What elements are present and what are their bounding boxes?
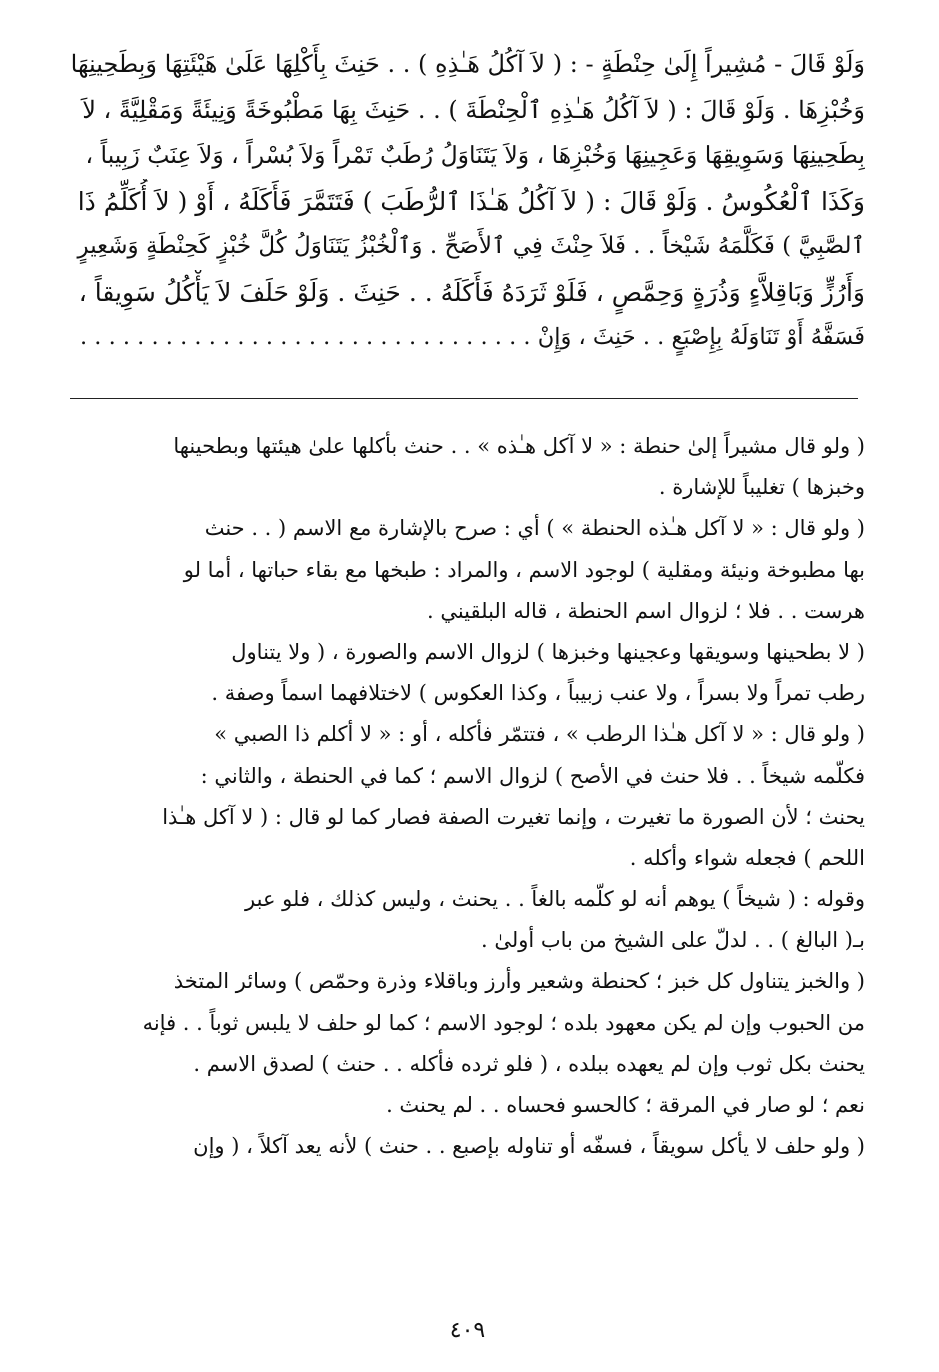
commentary-line: وخبزها ) تغليباً للإشارة .: [658, 475, 865, 500]
commentary-line: رطب تمراً ولا بسراً ، ولا عنب زبيباً ، وكذا العكوس ) لاختلافهما اسماً وصفة .: [211, 681, 865, 706]
commentary-line: ( لا بطحينها وسويقها وعجينها وخبزها ) لزوال الاسم والصورة ، ( ولا يتناول: [231, 639, 865, 664]
matn-line: وَأَرُزٍّ وَبَاقِلاَّءٍ وَذُرَةٍ وَحِمَّصٍ ، فَلَوْ ثَرَدَهُ فَأَكَلَهُ . . حَنِثَ . وَلَوْ حَلَفَ لاَ يَأْكُلُ سَوِيقاً ،: [78, 277, 865, 307]
matn-line: وَلَوْ قَالَ - مُشِيراً إِلَىٰ حِنْطَةٍ - : ( لاَ آكُلُ هَـٰذِهِ ) . . حَنِثَ بِأَكْلِهَا عَلَىٰ هَيْئَتِهَا وَبِطَحِينِهَا: [70, 50, 865, 78]
page-number: ٤٠٩: [449, 1318, 486, 1343]
commentary-line: وقوله : ( شيخاً ) يوهم أنه لو كلّمه بالغاً . . يحنث ، وليس كذلك ، فلو عبر: [245, 887, 865, 912]
matn-text-block: [70, 42, 865, 361]
commentary-line: ( ولو قال : « لا آكل هـٰذا الرطب » ، فتتمّر فأكله ، أو : « لا أكلم ذا الصبي »: [214, 722, 865, 747]
commentary-line: يحنث ؛ لأن الصورة ما تغيرت ، وإنما تغيرت الصفة فصار كما لو قال : ( لا آكل هـٰذا: [162, 804, 865, 829]
commentary-line: ( ولو قال : « لا آكل هـٰذه الحنطة » ) أي : صرح بالإشارة مع الاسم ( . . حنث: [204, 516, 865, 541]
commentary-line: نعم ؛ لو صار في المرقة ؛ كالحسو فحساه . . لم يحنث .: [386, 1093, 865, 1117]
commentary-line: من الحبوب وإن لم يكن معهود بلده ؛ لوجود الاسم ؛ كما لو حلف لا يلبس ثوباً . . فإنه: [142, 1010, 865, 1035]
commentary-line: هرست . . فلا ؛ لزوال اسم الحنطة ، قاله البلقيني .: [426, 598, 865, 623]
section-divider: [70, 398, 858, 399]
commentary-line: بـ( البالغ ) . . لدلّ على الشيخ من باب أولىٰ .: [480, 928, 865, 953]
matn-line: ٱلصَّبِيَّ ) فَكَلَّمَهُ شَيْخاً . . فَلاَ حِنْثَ فِي ٱلأَصَحِّ . وَٱلْخُبْزُ يَتَنَاوَلُ كُلَّ خُبْزٍ كَحِنْطَةٍ وَشَعِيرٍ: [77, 233, 865, 259]
commentary-text-block: [70, 426, 865, 1167]
commentary-line: فكلّمه شيخاً . . فلا حنث في الأصح ) لزوال الاسم ؛ كما في الحنطة ، والثاني :: [200, 763, 865, 788]
matn-line: فَسَفَّهُ أَوْ تَنَاوَلَهُ بِإِصْبَعٍ . . حَنِثَ ، وَإِنْ . . . . . . . . . . . . . . . . . . . . . . . . . . . . . . . .: [79, 324, 865, 350]
commentary-line: يحنث بكل ثوب وإن لم يعهده ببلده ، ( فلو ثرده فأكله . . حنث ) لصدق الاسم .: [193, 1051, 865, 1076]
commentary-line: ( ولو قال مشيراً إلىٰ حنطة : « لا آكل هـٰذه » . . حنث بأكلها علىٰ هيئتها وبطحينها: [173, 434, 865, 458]
commentary-line: ( والخبز يتناول كل خبز ؛ كحنطة وشعير وأرز وباقلاء وذرة وحمّص ) وسائر المتخذ: [173, 969, 865, 994]
matn-line: بِطَحِينِهَا وَسَوِيقِهَا وَعَجِينِهَا وَخُبْزِهَا ، وَلاَ يَتَنَاوَلُ رُطَبٌ تَمْراً وَلاَ بُسْراً ، وَلاَ عِنَبٌ زَبِيباً ،: [85, 141, 865, 169]
commentary-line: ( ولو حلف لا يأكل سويقاً ، فسفّه أو تناوله بإصبع . . حنث ) لأنه يعد آكلاً ، ( وإن: [193, 1134, 865, 1159]
commentary-line: اللحم ) فجعله شواء وأكله .: [629, 845, 865, 870]
matn-line: وَخُبْزِهَا . وَلَوْ قَالَ : ( لاَ آكُلُ هَـٰذِهِ ٱلْحِنْطَةَ ) . . حَنِثَ بِهَا مَطْبُوخَةً وَنِيئَةً وَمَقْلِيَّةً ، لاَ: [82, 95, 865, 124]
book-page: [70, 28, 865, 1348]
commentary-line: بها مطبوخة ونيئة ومقلية ) لوجود الاسم ، والمراد : طبخها مع بقاء حباتها ، أما لو: [183, 557, 865, 582]
matn-line: وَكَذَا ٱلْعُكُوسُ . وَلَوْ قَالَ : ( لاَ آكُلُ هَـٰذَا ٱلرُّطَبَ ) فَتَتَمَّرَ فَأَكَلَهُ ، أَوْ ( لاَ أُكَلِّمُ ذَا: [77, 186, 865, 216]
